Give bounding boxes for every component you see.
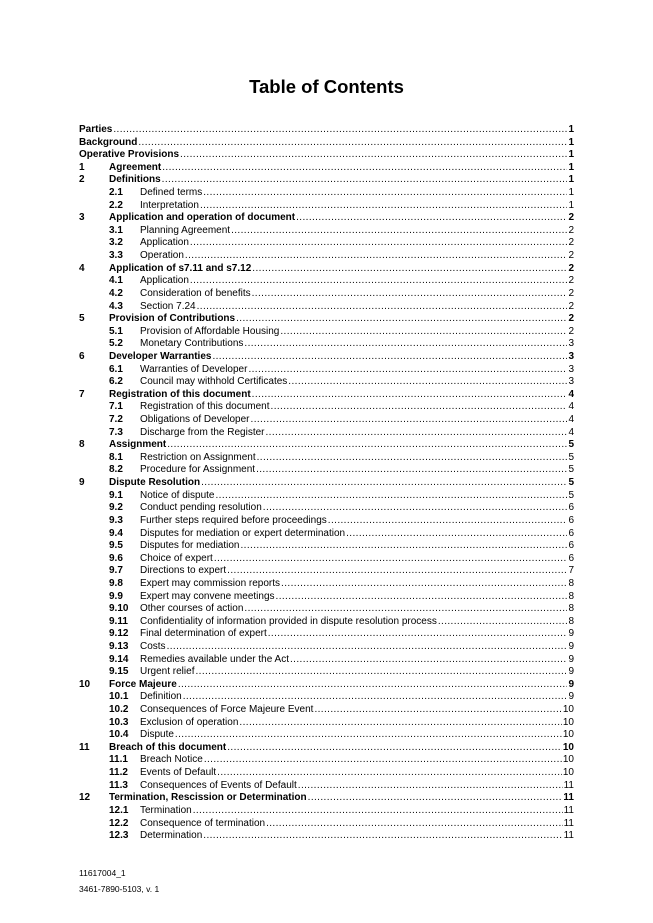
toc-entry[interactable] bbox=[79, 679, 574, 692]
toc-dot-leader bbox=[212, 351, 567, 364]
toc-entry-title: Other courses of action bbox=[140, 603, 244, 615]
toc-entry[interactable] bbox=[79, 137, 574, 150]
toc-entry-page: 11 bbox=[563, 817, 574, 829]
toc-entry-number: 6.1 bbox=[109, 363, 123, 375]
toc-entry-page: 2 bbox=[568, 287, 574, 299]
toc-entry[interactable] bbox=[79, 553, 574, 566]
toc-entry-number: 7.2 bbox=[109, 414, 123, 426]
toc-entry-title: Application bbox=[140, 275, 189, 287]
toc-entry[interactable] bbox=[79, 187, 574, 200]
toc-entry[interactable] bbox=[79, 805, 574, 818]
toc-entry-title: Dispute Resolution bbox=[109, 477, 201, 489]
toc-dot-leader bbox=[183, 691, 568, 704]
toc-entry-number: 6.2 bbox=[109, 376, 123, 388]
toc-dot-leader bbox=[175, 729, 562, 742]
toc-dot-leader bbox=[328, 515, 568, 528]
toc-entry-number: 9.7 bbox=[109, 565, 123, 577]
toc-entry-page: 10 bbox=[562, 754, 574, 766]
toc-entry-page: 1 bbox=[568, 199, 574, 211]
toc-entry[interactable] bbox=[79, 490, 574, 503]
toc-entry-page: 4 bbox=[568, 414, 574, 426]
toc-entry-number: 7.1 bbox=[109, 401, 123, 413]
toc-entry-page: 9 bbox=[568, 628, 574, 640]
toc-entry-page: 6 bbox=[568, 552, 574, 564]
toc-entry-title: Termination bbox=[140, 804, 192, 816]
toc-entry-page: 4 bbox=[568, 388, 574, 400]
toc-entry-title: Provision of Contributions bbox=[109, 313, 236, 325]
toc-entry[interactable] bbox=[79, 162, 574, 175]
toc-dot-leader bbox=[314, 704, 561, 717]
toc-entry-title: Background bbox=[79, 136, 138, 148]
toc-entry-title: Breach of this document bbox=[109, 741, 227, 753]
toc-entry-page: 5 bbox=[568, 439, 574, 451]
toc-entry-number: 3 bbox=[79, 212, 85, 224]
toc-entry-page: 8 bbox=[568, 603, 574, 615]
toc-entry-number: 9.5 bbox=[109, 540, 123, 552]
toc-entry-number: 5.2 bbox=[109, 338, 123, 350]
toc-entry-number: 2.2 bbox=[109, 199, 123, 211]
toc-dot-leader bbox=[241, 540, 568, 553]
toc-entry-title: Assignment bbox=[109, 439, 167, 451]
toc-entry-page: 7 bbox=[568, 565, 574, 577]
toc-dot-leader bbox=[252, 389, 568, 402]
toc-entry-page: 3 bbox=[568, 363, 574, 375]
toc-entry-page: 1 bbox=[568, 187, 574, 199]
toc-entry-page: 2 bbox=[568, 325, 574, 337]
toc-entry-page: 11 bbox=[563, 804, 574, 816]
toc-dot-leader bbox=[266, 427, 568, 440]
toc-entry-page: 4 bbox=[568, 401, 574, 413]
toc-dot-leader bbox=[204, 754, 562, 767]
toc-dot-leader bbox=[197, 301, 568, 314]
toc-entry-page: 5 bbox=[568, 464, 574, 476]
toc-dot-leader bbox=[217, 767, 562, 780]
toc-dot-leader bbox=[290, 654, 567, 667]
toc-dot-leader bbox=[281, 578, 567, 591]
toc-entry-page: 10 bbox=[562, 729, 574, 741]
toc-entry-title: Procedure for Assignment bbox=[140, 464, 256, 476]
toc-entry-number: 9.13 bbox=[109, 640, 129, 652]
toc-dot-leader bbox=[244, 338, 567, 351]
toc-entry[interactable] bbox=[79, 326, 574, 339]
toc-entry-number: 1 bbox=[79, 161, 85, 173]
toc-entry[interactable] bbox=[79, 502, 574, 515]
toc-entry[interactable] bbox=[79, 364, 574, 377]
toc-entry[interactable] bbox=[79, 149, 574, 162]
toc-dot-leader bbox=[200, 200, 568, 213]
footer-reference: 3461-7890-5103, v. 1 bbox=[79, 884, 160, 894]
toc-entry-number: 10 bbox=[79, 678, 91, 690]
toc-dot-leader bbox=[167, 439, 567, 452]
toc-entry-number: 7 bbox=[79, 388, 85, 400]
toc-entry-page: 10 bbox=[562, 767, 574, 779]
toc-dot-leader bbox=[271, 401, 568, 414]
toc-entry-page: 6 bbox=[568, 527, 574, 539]
page-title: Table of Contents bbox=[249, 76, 404, 97]
toc-entry[interactable] bbox=[79, 200, 574, 213]
toc-entry[interactable] bbox=[79, 313, 574, 326]
toc-entry[interactable] bbox=[79, 792, 574, 805]
toc-entry-title: Expert may commission reports bbox=[140, 577, 281, 589]
toc-entry-title: Discharge from the Register bbox=[140, 426, 265, 438]
toc-entry[interactable] bbox=[79, 603, 574, 616]
toc-entry-title: Registration of this document bbox=[109, 388, 251, 400]
toc-dot-leader bbox=[203, 187, 567, 200]
toc-entry-number: 11 bbox=[79, 741, 90, 753]
toc-entry[interactable] bbox=[79, 565, 574, 578]
toc-entry-page: 1 bbox=[568, 136, 574, 148]
toc-entry-title: Obligations of Developer bbox=[140, 414, 250, 426]
toc-dot-leader bbox=[257, 452, 568, 465]
toc-entry-title: Notice of dispute bbox=[140, 489, 215, 501]
toc-entry-number: 7.3 bbox=[109, 426, 123, 438]
toc-entry-number: 3.1 bbox=[109, 224, 123, 236]
toc-dot-leader bbox=[214, 553, 568, 566]
toc-entry-title: Expert may convene meetings bbox=[140, 590, 275, 602]
toc-entry-number: 9.3 bbox=[109, 514, 123, 526]
toc-entry[interactable] bbox=[79, 754, 574, 767]
toc-entry[interactable] bbox=[79, 174, 574, 187]
toc-entry-page: 2 bbox=[568, 212, 574, 224]
toc-entry-title: Council may withhold Certificates bbox=[140, 376, 288, 388]
toc-entry[interactable] bbox=[79, 616, 574, 629]
toc-entry[interactable] bbox=[79, 515, 574, 528]
toc-dot-leader bbox=[167, 641, 568, 654]
toc-entry[interactable] bbox=[79, 641, 574, 654]
toc-entry-title: Dispute bbox=[140, 729, 174, 741]
toc-entry-page: 11 bbox=[563, 779, 574, 791]
toc-entry-page: 3 bbox=[568, 350, 574, 362]
toc-entry-page: 8 bbox=[568, 590, 574, 602]
toc-entry-number: 8.1 bbox=[109, 451, 123, 463]
toc-entry-title: Termination, Rescission or Determination bbox=[109, 792, 307, 804]
toc-entry-title: Section 7.24 bbox=[140, 300, 196, 312]
toc-dot-leader bbox=[256, 464, 567, 477]
toc-dot-leader bbox=[280, 326, 567, 339]
toc-entry-number: 10.4 bbox=[109, 729, 129, 741]
toc-entry-number: 9.10 bbox=[109, 603, 129, 615]
toc-entry-page: 2 bbox=[568, 224, 574, 236]
toc-entry-title: Interpretation bbox=[140, 199, 199, 211]
toc-dot-leader bbox=[162, 174, 568, 187]
toc-entry-number: 4 bbox=[79, 262, 85, 274]
toc-entry-page: 4 bbox=[568, 426, 574, 438]
toc-entry-title: Warranties of Developer bbox=[140, 363, 248, 375]
toc-entry-number: 5.1 bbox=[109, 325, 123, 337]
toc-entry-title: Consequences of Events of Default bbox=[140, 779, 297, 791]
toc-entry-page: 9 bbox=[568, 640, 574, 652]
toc-entry[interactable] bbox=[79, 477, 574, 490]
toc-entry-number: 9.12 bbox=[109, 628, 129, 640]
toc-entry-title: Registration of this document bbox=[140, 401, 270, 413]
toc-dot-leader bbox=[266, 818, 563, 831]
toc-entry-number: 4.1 bbox=[109, 275, 123, 287]
toc-dot-leader bbox=[201, 477, 567, 490]
toc-entry-page: 3 bbox=[568, 338, 574, 350]
toc-entry[interactable] bbox=[79, 729, 574, 742]
toc-entry-page: 10 bbox=[562, 741, 574, 753]
toc-entry-number: 12.1 bbox=[109, 804, 129, 816]
toc-entry-number: 4.3 bbox=[109, 300, 123, 312]
toc-entry-title: Urgent relief bbox=[140, 666, 195, 678]
toc-entry-number: 3.2 bbox=[109, 237, 123, 249]
toc-entry[interactable] bbox=[79, 767, 574, 780]
toc-dot-leader bbox=[162, 162, 567, 175]
toc-entry[interactable] bbox=[79, 250, 574, 263]
toc-entry-number: 12.3 bbox=[109, 830, 129, 842]
toc-entry-page: 10 bbox=[562, 704, 574, 716]
toc-entry-title: Determination bbox=[140, 830, 203, 842]
toc-entry-title: Conduct pending resolution bbox=[140, 502, 262, 514]
toc-entry[interactable] bbox=[79, 237, 574, 250]
toc-entry-number: 3.3 bbox=[109, 250, 123, 262]
toc-entry-number: 2.1 bbox=[109, 187, 123, 199]
toc-entry-number: 12 bbox=[79, 792, 91, 804]
toc-dot-leader bbox=[231, 225, 567, 238]
toc-entry-title: Further steps required before proceedings bbox=[140, 514, 327, 526]
toc-entry[interactable] bbox=[79, 401, 574, 414]
toc-entry[interactable] bbox=[79, 591, 574, 604]
toc-dot-leader bbox=[236, 313, 567, 326]
toc-dot-leader bbox=[248, 364, 567, 377]
toc-entry[interactable] bbox=[79, 528, 574, 541]
toc-entry[interactable] bbox=[79, 540, 574, 553]
toc-entry-number: 11.2 bbox=[109, 767, 128, 779]
toc-entry[interactable] bbox=[79, 691, 574, 704]
toc-dot-leader bbox=[308, 792, 563, 805]
toc-dot-leader bbox=[296, 212, 567, 225]
toc-dot-leader bbox=[178, 679, 568, 692]
toc-entry-number: 4.2 bbox=[109, 287, 123, 299]
toc-entry[interactable] bbox=[79, 338, 574, 351]
toc-entry[interactable] bbox=[79, 780, 574, 793]
toc-entry[interactable] bbox=[79, 830, 574, 843]
toc-dot-leader bbox=[113, 124, 567, 137]
toc-entry-page: 11 bbox=[563, 792, 574, 804]
toc-entry-page: 2 bbox=[568, 262, 574, 274]
toc-entry-page: 1 bbox=[568, 174, 574, 186]
toc-dot-leader bbox=[346, 528, 567, 541]
toc-entry-page: 9 bbox=[568, 653, 574, 665]
toc-dot-leader bbox=[190, 275, 568, 288]
toc-dot-leader bbox=[203, 830, 562, 843]
toc-entry-page: 3 bbox=[568, 376, 574, 388]
toc-entry-title: Choice of expert bbox=[140, 552, 213, 564]
toc-dot-leader bbox=[288, 376, 567, 389]
toc-entry-title: Final determination of expert bbox=[140, 628, 267, 640]
toc-dot-leader bbox=[180, 149, 567, 162]
toc-entry-number: 9.14 bbox=[109, 653, 129, 665]
toc-entry-number: 11.1 bbox=[109, 754, 128, 766]
toc-entry-page: 2 bbox=[568, 300, 574, 312]
toc-entry-title: Confidentiality of information provided in dispute resolution process bbox=[140, 615, 437, 627]
toc-entry-title: Consideration of benefits bbox=[140, 287, 251, 299]
toc-dot-leader bbox=[193, 805, 563, 818]
toc-entry[interactable] bbox=[79, 212, 574, 225]
toc-entry-page: 9 bbox=[568, 678, 574, 690]
toc-entry-title: Parties bbox=[79, 124, 113, 135]
toc-entry-title: Consequences of Force Majeure Event bbox=[140, 704, 314, 716]
toc-entry[interactable] bbox=[79, 263, 574, 276]
toc-entry-number: 9.15 bbox=[109, 666, 129, 678]
toc-entry-title: Defined terms bbox=[140, 187, 203, 199]
toc-entry-page: 1 bbox=[568, 161, 574, 173]
toc-dot-leader bbox=[195, 666, 567, 679]
toc-entry-number: 9.2 bbox=[109, 502, 123, 514]
toc-entry-number: 9.6 bbox=[109, 552, 123, 564]
toc-entry-number: 9.4 bbox=[109, 527, 123, 539]
toc-dot-leader bbox=[251, 414, 568, 427]
toc-entry[interactable] bbox=[79, 628, 574, 641]
toc-entry[interactable] bbox=[79, 427, 574, 440]
toc-entry-page: 2 bbox=[568, 237, 574, 249]
toc-entry[interactable] bbox=[79, 414, 574, 427]
toc-entry-title: Costs bbox=[140, 640, 166, 652]
toc-dot-leader bbox=[138, 137, 567, 150]
toc-entry[interactable] bbox=[79, 124, 574, 137]
toc-entry-number: 10.2 bbox=[109, 704, 129, 716]
toc-dot-leader bbox=[263, 502, 568, 515]
toc-entry[interactable] bbox=[79, 742, 574, 755]
toc-entry-title: Definitions bbox=[109, 174, 161, 186]
toc-dot-leader bbox=[298, 780, 563, 793]
toc-entry-page: 8 bbox=[568, 577, 574, 589]
toc-entry-title: Developer Warranties bbox=[109, 350, 212, 362]
toc-entry-page: 1 bbox=[568, 124, 574, 135]
toc-entry[interactable] bbox=[79, 666, 574, 679]
toc-dot-leader bbox=[239, 717, 561, 730]
toc-entry[interactable] bbox=[79, 351, 574, 364]
toc-entry-number: 11.3 bbox=[109, 779, 128, 791]
toc-entry-title: Force Majeure bbox=[109, 678, 177, 690]
toc-entry-page: 10 bbox=[562, 716, 574, 728]
toc-entry-page: 9 bbox=[568, 691, 574, 703]
toc-entry-title: Provision of Affordable Housing bbox=[140, 325, 280, 337]
toc-dot-leader bbox=[244, 603, 567, 616]
toc-entry-title: Restriction on Assignment bbox=[140, 451, 256, 463]
toc-entry-number: 9 bbox=[79, 477, 85, 489]
toc-entry[interactable] bbox=[79, 288, 574, 301]
toc-dot-leader bbox=[185, 250, 568, 263]
toc-dot-leader bbox=[438, 616, 568, 629]
toc-entry-number: 8 bbox=[79, 439, 85, 451]
toc-entry-page: 5 bbox=[568, 477, 574, 489]
toc-entry-number: 9.1 bbox=[109, 489, 123, 501]
toc-entry-title: Disputes for mediation or expert determination bbox=[140, 527, 346, 539]
toc-dot-leader bbox=[252, 288, 568, 301]
toc-entry-number: 2 bbox=[79, 174, 85, 186]
toc-entry-title: Breach Notice bbox=[140, 754, 203, 766]
table-of-contents bbox=[79, 124, 574, 843]
toc-entry-title: Monetary Contributions bbox=[140, 338, 244, 350]
toc-entry-page: 2 bbox=[568, 313, 574, 325]
toc-entry-title: Agreement bbox=[109, 161, 162, 173]
toc-dot-leader bbox=[216, 490, 568, 503]
toc-entry-page: 9 bbox=[568, 666, 574, 678]
toc-entry-page: 11 bbox=[563, 830, 574, 842]
toc-entry-title: Disputes for mediation bbox=[140, 540, 240, 552]
toc-entry[interactable] bbox=[79, 376, 574, 389]
toc-entry-page: 2 bbox=[568, 250, 574, 262]
toc-entry[interactable] bbox=[79, 439, 574, 452]
toc-entry-page: 5 bbox=[568, 451, 574, 463]
toc-entry-number: 9.11 bbox=[109, 615, 128, 627]
toc-entry[interactable] bbox=[79, 225, 574, 238]
toc-entry-title: Remedies available under the Act bbox=[140, 653, 289, 665]
toc-entry-title: Definition bbox=[140, 691, 182, 703]
toc-entry-number: 8.2 bbox=[109, 464, 123, 476]
toc-entry[interactable] bbox=[79, 654, 574, 667]
toc-entry-title: Application bbox=[140, 237, 189, 249]
toc-entry-page: 8 bbox=[568, 615, 574, 627]
toc-entry-number: 10.3 bbox=[109, 716, 129, 728]
toc-entry-number: 9.9 bbox=[109, 590, 123, 602]
toc-entry[interactable] bbox=[79, 717, 574, 730]
toc-dot-leader bbox=[227, 742, 562, 755]
toc-dot-leader bbox=[276, 591, 568, 604]
toc-entry-title: Application and operation of document bbox=[109, 212, 296, 224]
toc-entry-page: 6 bbox=[568, 514, 574, 526]
toc-entry-page: 6 bbox=[568, 540, 574, 552]
toc-entry-number: 12.2 bbox=[109, 817, 129, 829]
toc-entry-page: 5 bbox=[568, 489, 574, 501]
toc-entry[interactable] bbox=[79, 389, 574, 402]
footer-doc-id: 11617004_1 bbox=[79, 868, 126, 878]
toc-entry-title: Operation bbox=[140, 250, 184, 262]
toc-entry-title: Exclusion of operation bbox=[140, 716, 239, 728]
toc-entry[interactable] bbox=[79, 818, 574, 831]
toc-entry-title: Events of Default bbox=[140, 767, 217, 779]
toc-entry-title: Operative Provisions bbox=[79, 149, 180, 161]
toc-entry[interactable] bbox=[79, 704, 574, 717]
toc-entry[interactable] bbox=[79, 578, 574, 591]
toc-entry-title: Consequence of termination bbox=[140, 817, 266, 829]
toc-entry-title: Directions to expert bbox=[140, 565, 227, 577]
toc-entry[interactable] bbox=[79, 275, 574, 288]
toc-entry[interactable] bbox=[79, 301, 574, 314]
toc-entry-page: 1 bbox=[568, 149, 574, 161]
toc-dot-leader bbox=[227, 565, 567, 578]
toc-dot-leader bbox=[268, 628, 568, 641]
toc-dot-leader bbox=[190, 237, 568, 250]
toc-entry-number: 9.8 bbox=[109, 577, 123, 589]
toc-entry-number: 5 bbox=[79, 313, 85, 325]
toc-dot-leader bbox=[252, 263, 567, 276]
toc-entry[interactable] bbox=[79, 452, 574, 465]
toc-entry-number: 6 bbox=[79, 350, 85, 362]
toc-entry-title: Planning Agreement bbox=[140, 224, 231, 236]
toc-entry-title: Application of s7.11 and s7.12 bbox=[109, 262, 252, 274]
toc-entry-number: 10.1 bbox=[109, 691, 129, 703]
toc-entry-page: 6 bbox=[568, 502, 574, 514]
toc-entry[interactable] bbox=[79, 464, 574, 477]
toc-entry-page: 2 bbox=[568, 275, 574, 287]
